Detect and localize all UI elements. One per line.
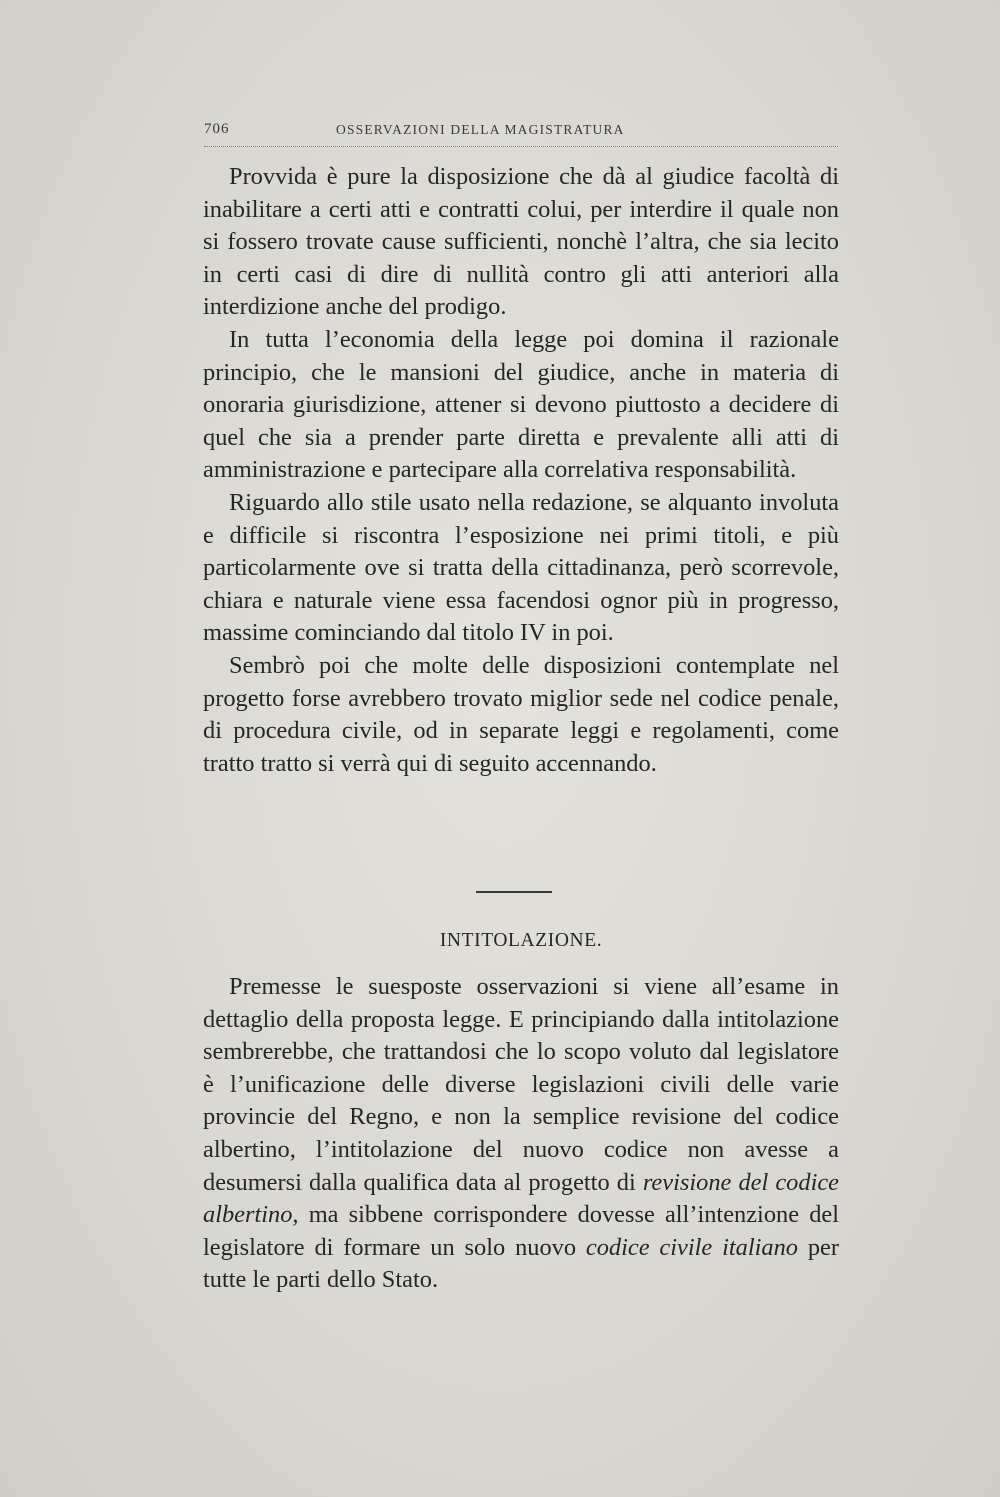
paragraph: In tutta l’economia della legge poi domina il razionale principio, che le mansioni del giudice, anche in materia di onoraria giurisdizione, attener si devono piuttosto a decidere di quel che sia a prender parte diretta e prevalente alli atti di amministrazione e partecipare alla correlativa responsabilità.	[203, 325, 839, 484]
paragraph	[203, 971, 839, 1297]
section-italic-a: revisione del codice albertino,	[203, 1168, 839, 1229]
section-italic-b: codice civile italiano	[585, 1233, 798, 1261]
section-body	[203, 971, 839, 1297]
body-text	[203, 161, 839, 780]
paragraph: Riguardo allo stile usato nella redazione, se alquanto involuta e difficile si riscontra l’esposizione nei primi titoli, e più particolarmente ove si tratta della cittadinanza, però scorrevole, chiara e naturale viene essa facendosi ognor più in progresso, massime cominciando dal titolo IV in poi.	[203, 488, 839, 647]
page-number: 706	[204, 121, 230, 137]
section-text-b: ma sibbene corrispondere dovesse all’intenzione del legislatore di formare un solo nuovo	[203, 1201, 839, 1261]
page-header	[204, 121, 838, 143]
paragraph: Sembrò poi che molte delle disposizioni contemplate nel progetto forse avrebbero trovato miglior sede nel codice penale, di procedura civile, od in separate leggi e regolamenti, come tratto tratto si verrà qui di seguito accennando.	[203, 651, 839, 777]
section-text-c: per tutte le parti dello Stato.	[203, 1233, 839, 1294]
running-title: OSSERVAZIONI DELLA MAGISTRATURA	[336, 122, 625, 137]
section-text-a: Premesse le suesposte osservazioni si viene all’esame in dettaglio della proposta legge. E principiando dalla intitolazione sembrerebbe, che trattandosi che lo scopo voluto dal legislatore è l’unificazione delle diverse legislazioni civili delle varie provincie del Regno, e non la semplice revisione del codice albertino, l’intitolazione del nuovo codice non avesse a desumersi dalla qualifica data al progetto di	[203, 973, 839, 1196]
paragraph: Provvida è pure la disposizione che dà al giudice facoltà di inabilitare a certi atti e contratti colui, per interdire il quale non si fossero trovate cause sufficienti, nonchè l’altra, che sia lecito in certi casi di dire di nullità contro gli atti anteriori alla interdizione anche del prodigo.	[203, 163, 839, 321]
header-rule	[204, 146, 838, 147]
section-title: INTITOLAZIONE.	[439, 930, 603, 951]
section-separator	[476, 891, 552, 893]
